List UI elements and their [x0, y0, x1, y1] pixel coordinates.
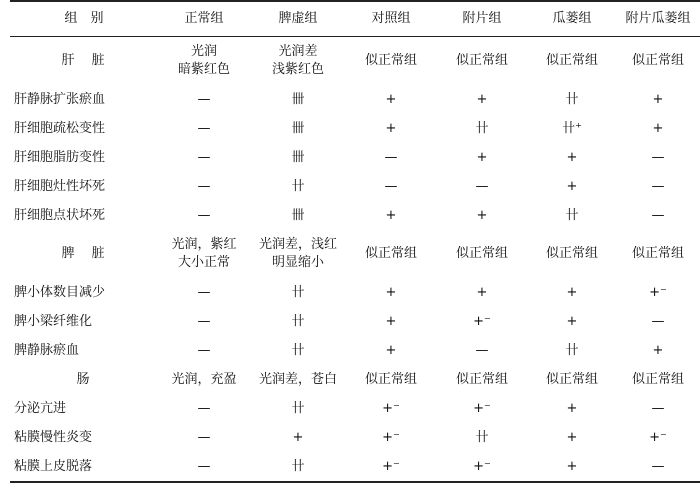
grade-mark: 卄	[291, 458, 305, 474]
table-cell	[250, 365, 346, 394]
table-cell	[436, 394, 528, 423]
organ-label: 脾 脏	[61, 246, 107, 261]
finding-label: 脾小体数目减少	[14, 284, 106, 300]
grade-mark: 卄	[565, 207, 579, 223]
cell-text: 似正常组	[631, 246, 684, 261]
table-body	[10, 37, 700, 483]
table-cell	[616, 143, 700, 172]
table-row	[10, 278, 700, 307]
table-cell	[158, 452, 250, 482]
cell-text: 似正常组	[545, 371, 598, 387]
table-cell	[528, 172, 616, 201]
finding-label: 肝细胞灶性坏死	[14, 178, 106, 194]
grade-mark: —	[197, 149, 211, 165]
table-cell	[250, 336, 346, 365]
grade-mark: 卄	[291, 178, 305, 194]
grade-mark: 卄	[475, 429, 489, 445]
table-cell	[346, 394, 436, 423]
table-cell	[250, 452, 346, 482]
section-row	[10, 365, 700, 394]
cell-text: 光润	[190, 44, 217, 59]
table-header	[10, 1, 700, 37]
table-cell	[158, 423, 250, 452]
table-cell	[158, 307, 250, 336]
table-cell	[616, 85, 700, 114]
finding-label: 粘膜上皮脱落	[10, 452, 158, 482]
grade-mark: —	[197, 458, 211, 474]
grade-mark: —	[197, 207, 211, 223]
grade-mark: 卌	[291, 91, 305, 107]
table-cell	[346, 85, 436, 114]
table-cell	[616, 37, 700, 86]
table-cell	[616, 278, 700, 307]
table-cell	[250, 85, 346, 114]
header-gualou: 瓜蒌组	[528, 1, 616, 37]
table-cell	[158, 336, 250, 365]
table-row	[10, 394, 700, 423]
table-cell	[616, 114, 700, 143]
grade-mark: +⁻	[382, 429, 400, 445]
grade-mark: —	[651, 313, 665, 329]
grade-mark: —	[197, 400, 211, 416]
cell-text: 大小正常	[177, 255, 230, 270]
table-cell	[250, 37, 346, 86]
table-cell	[346, 143, 436, 172]
grade-mark: —	[197, 178, 211, 194]
table-cell	[346, 114, 436, 143]
header-normal: 正常组	[158, 1, 250, 37]
grade-mark: +	[385, 91, 397, 107]
grade-mark: —	[651, 149, 665, 165]
grade-mark: 卄	[291, 342, 305, 358]
grade-mark: +⁻	[649, 429, 667, 445]
cell-text: 光润，充盈	[171, 371, 237, 387]
grade-mark: +⁻	[473, 313, 491, 329]
cell-text: 浅紫红色	[271, 62, 324, 77]
grade-mark: +	[566, 149, 578, 165]
table-cell	[528, 394, 616, 423]
grade-mark: +	[566, 400, 578, 416]
header-spleen-deficiency: 脾虚组	[250, 1, 346, 37]
table-cell	[250, 230, 346, 278]
table-cell	[250, 143, 346, 172]
grade-mark: +⁻	[382, 400, 400, 416]
table-cell	[436, 114, 528, 143]
grade-mark: +	[476, 91, 488, 107]
grade-mark: +⁻	[649, 284, 667, 300]
table-cell	[250, 423, 346, 452]
table-cell	[616, 307, 700, 336]
cell-text: 似正常组	[364, 246, 417, 261]
cell-text: 似正常组	[364, 53, 417, 68]
grade-mark: —	[651, 207, 665, 223]
table-cell	[158, 394, 250, 423]
table-cell	[158, 172, 250, 201]
grade-mark: +⁻	[473, 400, 491, 416]
table-row	[10, 307, 700, 336]
table-cell	[528, 336, 616, 365]
section-row	[10, 230, 700, 278]
table-cell	[250, 114, 346, 143]
grade-mark: +⁻	[382, 458, 400, 474]
grade-mark: +	[566, 284, 578, 300]
table-cell	[528, 230, 616, 278]
grade-mark: +	[385, 342, 397, 358]
table-cell	[436, 85, 528, 114]
table-cell	[346, 423, 436, 452]
grade-mark: +	[566, 313, 578, 329]
grade-mark: +	[652, 91, 664, 107]
finding-label: 肝细胞脂肪变性	[14, 149, 106, 165]
grade-mark: —	[197, 120, 211, 136]
grade-mark: +	[566, 429, 578, 445]
table-row	[10, 452, 700, 482]
grade-mark: +	[652, 342, 664, 358]
header-fupian: 附片组	[436, 1, 528, 37]
grade-mark: +	[385, 207, 397, 223]
header-group: 组 别	[10, 1, 158, 37]
header-fupian-gualou: 附片瓜蒌组	[616, 1, 700, 37]
grade-mark: —	[475, 342, 489, 358]
table-cell	[528, 114, 616, 143]
table-cell	[250, 394, 346, 423]
table-cell	[528, 37, 616, 86]
grade-mark: +	[385, 284, 397, 300]
cell-text: 似正常组	[631, 371, 684, 387]
table-cell	[158, 37, 250, 86]
table-row	[10, 143, 700, 172]
grade-mark: 卄	[291, 284, 305, 300]
table-cell	[436, 37, 528, 86]
table-cell	[436, 307, 528, 336]
pathology-table	[10, 0, 700, 483]
table-cell	[158, 114, 250, 143]
grade-mark: —	[197, 429, 211, 445]
section-row	[10, 37, 700, 86]
header-control: 对照组	[346, 1, 436, 37]
table-cell	[616, 452, 700, 482]
grade-mark: 卌	[291, 120, 305, 136]
grade-mark: +	[385, 313, 397, 329]
grade-mark: 卄⁺	[562, 120, 582, 136]
table-cell	[346, 230, 436, 278]
cell-text: 似正常组	[455, 246, 508, 261]
grade-mark: —	[651, 400, 665, 416]
table-row	[10, 114, 700, 143]
grade-mark: 卄	[291, 400, 305, 416]
grade-mark: +	[476, 284, 488, 300]
grade-mark: —	[384, 149, 398, 165]
table-cell	[616, 172, 700, 201]
cell-text: 光润差，浅红	[258, 237, 337, 252]
cell-text: 似正常组	[364, 371, 417, 387]
grade-mark: 卄	[565, 91, 579, 107]
table-cell	[346, 365, 436, 394]
table-cell	[158, 85, 250, 114]
cell-text: 似正常组	[631, 53, 684, 68]
table-row	[10, 336, 700, 365]
organ-label: 肝 脏	[61, 53, 107, 68]
finding-label: 脾静脉瘀血	[14, 342, 80, 358]
table-cell	[528, 365, 616, 394]
grade-mark: +	[292, 429, 304, 445]
grade-mark: —	[651, 458, 665, 474]
table-cell	[436, 143, 528, 172]
table-cell	[616, 201, 700, 230]
grade-mark: —	[475, 178, 489, 194]
table-cell	[528, 307, 616, 336]
grade-mark: +	[385, 120, 397, 136]
finding-label: 肝细胞疏松变性	[14, 120, 106, 136]
grade-mark: +⁻	[473, 458, 491, 474]
grade-mark: 卄	[291, 313, 305, 329]
table-cell	[250, 278, 346, 307]
grade-mark: —	[197, 342, 211, 358]
grade-mark: 卌	[291, 149, 305, 165]
cell-text: 光润，紫红	[171, 237, 237, 252]
header-row	[10, 1, 700, 37]
grade-mark: —	[197, 284, 211, 300]
cell-text: 似正常组	[455, 53, 508, 68]
cell-text: 暗紫红色	[177, 62, 230, 77]
table-cell	[528, 85, 616, 114]
table-cell	[436, 230, 528, 278]
table-cell	[616, 336, 700, 365]
table-cell	[436, 336, 528, 365]
finding-label: 粘膜慢性炎变	[14, 429, 93, 445]
table-cell	[158, 230, 250, 278]
table-row	[10, 85, 700, 114]
table-cell	[158, 143, 250, 172]
table-cell	[250, 201, 346, 230]
table-cell	[436, 423, 528, 452]
cell-text: 明显缩小	[271, 255, 324, 270]
grade-mark: +	[476, 207, 488, 223]
table-cell	[158, 278, 250, 307]
table-cell	[528, 423, 616, 452]
grade-mark: 卌	[291, 207, 305, 223]
table-cell	[528, 143, 616, 172]
table-cell	[436, 278, 528, 307]
grade-mark: —	[384, 178, 398, 194]
finding-label: 分泌亢进	[14, 400, 67, 416]
grade-mark: +	[476, 149, 488, 165]
grade-mark: —	[197, 91, 211, 107]
table-cell	[528, 278, 616, 307]
grade-mark: —	[651, 178, 665, 194]
finding-label: 肝静脉扩张瘀血	[14, 91, 106, 107]
grade-mark: +	[566, 178, 578, 194]
table-cell	[528, 201, 616, 230]
table-cell	[436, 172, 528, 201]
pathology-table-container	[10, 0, 700, 499]
table-cell	[436, 365, 528, 394]
grade-mark: 卄	[475, 120, 489, 136]
table-row	[10, 201, 700, 230]
grade-mark: +	[566, 458, 578, 474]
table-row	[10, 423, 700, 452]
cell-text: 似正常组	[545, 246, 598, 261]
table-cell	[346, 37, 436, 86]
grade-mark: 卄	[565, 342, 579, 358]
grade-mark: +	[652, 120, 664, 136]
table-cell	[158, 365, 250, 394]
table-cell	[250, 307, 346, 336]
cell-text: 光润差，苍白	[258, 371, 337, 387]
table-cell	[346, 452, 436, 482]
table-cell	[346, 172, 436, 201]
table-cell	[528, 452, 616, 482]
cell-text: 似正常组	[455, 371, 508, 387]
table-cell	[436, 201, 528, 230]
finding-label: 脾小梁纤维化	[14, 313, 93, 329]
table-cell	[250, 172, 346, 201]
finding-label: 肝细胞点状坏死	[14, 207, 106, 223]
table-cell	[158, 201, 250, 230]
table-cell	[346, 307, 436, 336]
table-cell	[616, 230, 700, 278]
organ-label: 肠	[76, 371, 92, 387]
table-cell	[616, 365, 700, 394]
table-cell	[346, 336, 436, 365]
table-cell	[346, 201, 436, 230]
table-cell	[346, 278, 436, 307]
grade-mark: —	[197, 313, 211, 329]
table-row	[10, 172, 700, 201]
cell-text: 光润差	[278, 44, 318, 59]
table-cell	[616, 423, 700, 452]
cell-text: 似正常组	[545, 53, 598, 68]
table-cell	[436, 452, 528, 482]
table-cell	[616, 394, 700, 423]
